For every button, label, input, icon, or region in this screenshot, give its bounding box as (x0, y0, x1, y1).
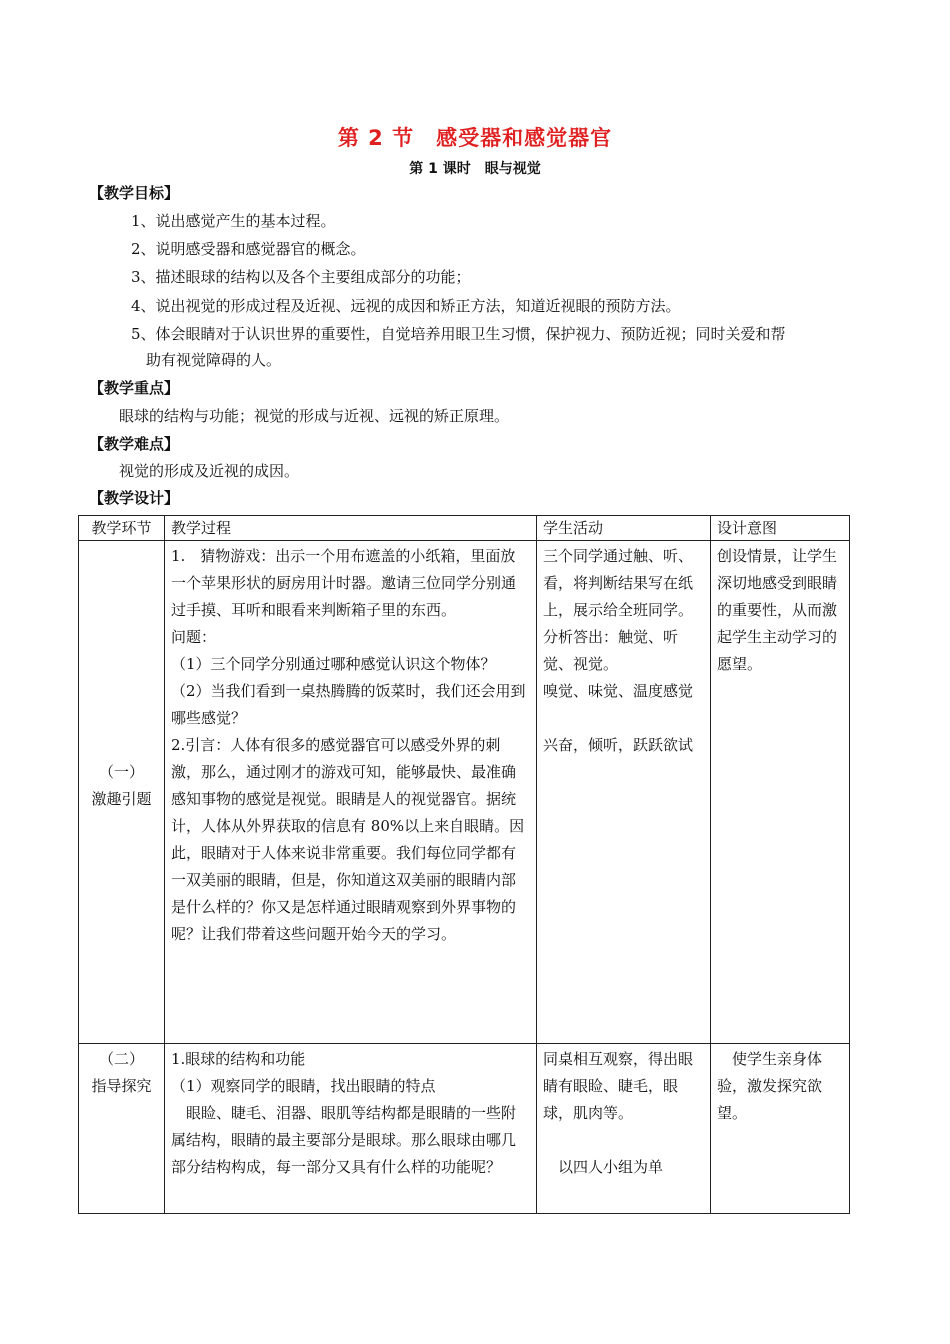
column-header: 学生活动 (537, 516, 711, 541)
stage-cell (79, 1044, 165, 1214)
lesson-subtitle: 第 1 课时 眼与视觉 (409, 161, 541, 177)
key-points-heading: 【教学重点】 (89, 379, 180, 397)
activity-cell (537, 1044, 711, 1214)
process-paragraph: 1. 猜物游戏：出示一个用布遮盖的小纸箱，里面放一个苹果形状的厨房用计时器。邀请三位同学分别通过手摸、耳听和眼看来判断箱子里的东西。 (171, 547, 517, 619)
intent-cell: 使学生亲身体验，激发探究欲望。 (711, 1044, 850, 1214)
objective-item: 2、说明感受器和感觉器官的概念。 (131, 240, 366, 258)
stage-cell (79, 541, 165, 1044)
column-header: 设计意图 (711, 516, 850, 541)
process-cell (165, 541, 537, 1044)
activity-paragraph: 分析答出：触觉、听觉、视觉。 (543, 628, 679, 673)
key-points-text: 眼球的结构与功能；视觉的形成与近视、远视的矫正原理。 (119, 407, 510, 425)
design-heading: 【教学设计】 (89, 489, 180, 507)
objective-item: 4、说出视觉的形成过程及近视、远视的成因和矫正方法，知道近视眼的预防方法。 (131, 297, 681, 315)
objective-item: 助有视觉障碍的人。 (146, 351, 282, 369)
objective-item: 3、描述眼球的结构以及各个主要组成部分的功能； (131, 268, 471, 286)
stage-name: 指导探究 (91, 1077, 152, 1095)
difficulties-heading: 【教学难点】 (89, 435, 180, 453)
table-header-row (79, 516, 850, 541)
process-paragraph: 问题： (171, 628, 217, 646)
process-paragraph: 1.眼球的结构和功能 (171, 1050, 306, 1068)
objective-item: 1、说出感觉产生的基本过程。 (131, 212, 336, 230)
activity-paragraph: 三个同学通过触、听、看，将判断结果写在纸上，展示给全班同学。 (543, 547, 694, 619)
lesson-design-table (78, 515, 850, 1214)
column-header: 教学过程 (165, 516, 537, 541)
activity-paragraph: 同桌相互观察，得出眼睛有眼睑、睫毛，眼球，肌肉等。 (543, 1050, 694, 1122)
process-paragraph: （1）观察同学的眼睛，找出眼睛的特点 (171, 1077, 436, 1095)
activity-paragraph: 兴奋，倾听，跃跃欲试 (543, 736, 694, 754)
process-paragraph: （1）三个同学分别通过哪种感觉认识这个物体？ (171, 655, 496, 673)
activity-paragraph: 嗅觉、味觉、温度感觉 (543, 682, 694, 700)
intent-cell: 创设情景，让学生深切地感受到眼睛的重要性，从而激起学生主动学习的愿望。 (711, 541, 850, 1044)
stage-number: （二） (98, 1050, 144, 1068)
objective-item: 5、体会眼睛对于认识世界的重要性，自觉培养用眼卫生习惯，保护视力、预防近视；同时关爱和帮 (131, 325, 786, 343)
section-title: 第 2 节 感受器和感觉器官 (337, 126, 613, 150)
activity-paragraph: 以四人小组为单 (543, 1158, 664, 1176)
objectives-heading: 【教学目标】 (89, 184, 180, 202)
difficulties-text: 视觉的形成及近视的成因。 (119, 462, 300, 480)
process-paragraph: 眼睑、睫毛、泪器、眼肌等结构都是眼睛的一些附属结构，眼睛的最主要部分是眼球。那么眼球由哪几部分结构构成，每一部分又具有什么样的功能呢？ (171, 1104, 517, 1176)
stage-name: 激趣引题 (91, 790, 152, 808)
activity-cell (537, 541, 711, 1044)
column-header: 教学环节 (79, 516, 165, 541)
table-row (79, 541, 850, 1044)
process-paragraph: 2.引言：人体有很多的感觉器官可以感受外界的刺激，那么，通过刚才的游戏可知，能够最快、最准确感知事物的感觉是视觉。眼睛是人的视觉器官。据统计，人体从外界获取的信息有 80%以上来自眼睛。因此，眼睛对于人体来说非常重要。我们每位同学都有一双美丽的眼睛，但是，你知道这双美丽的眼睛内部是什么样的？你又是怎样通过眼睛观察到外界事物的呢？让我们带着这些问题开始今天的学习。 (171, 736, 525, 943)
table-row (79, 1044, 850, 1214)
process-paragraph: （2）当我们看到一桌热腾腾的饭菜时，我们还会用到哪些感觉？ (171, 682, 526, 727)
stage-number: （一） (98, 763, 144, 781)
process-cell (165, 1044, 537, 1214)
